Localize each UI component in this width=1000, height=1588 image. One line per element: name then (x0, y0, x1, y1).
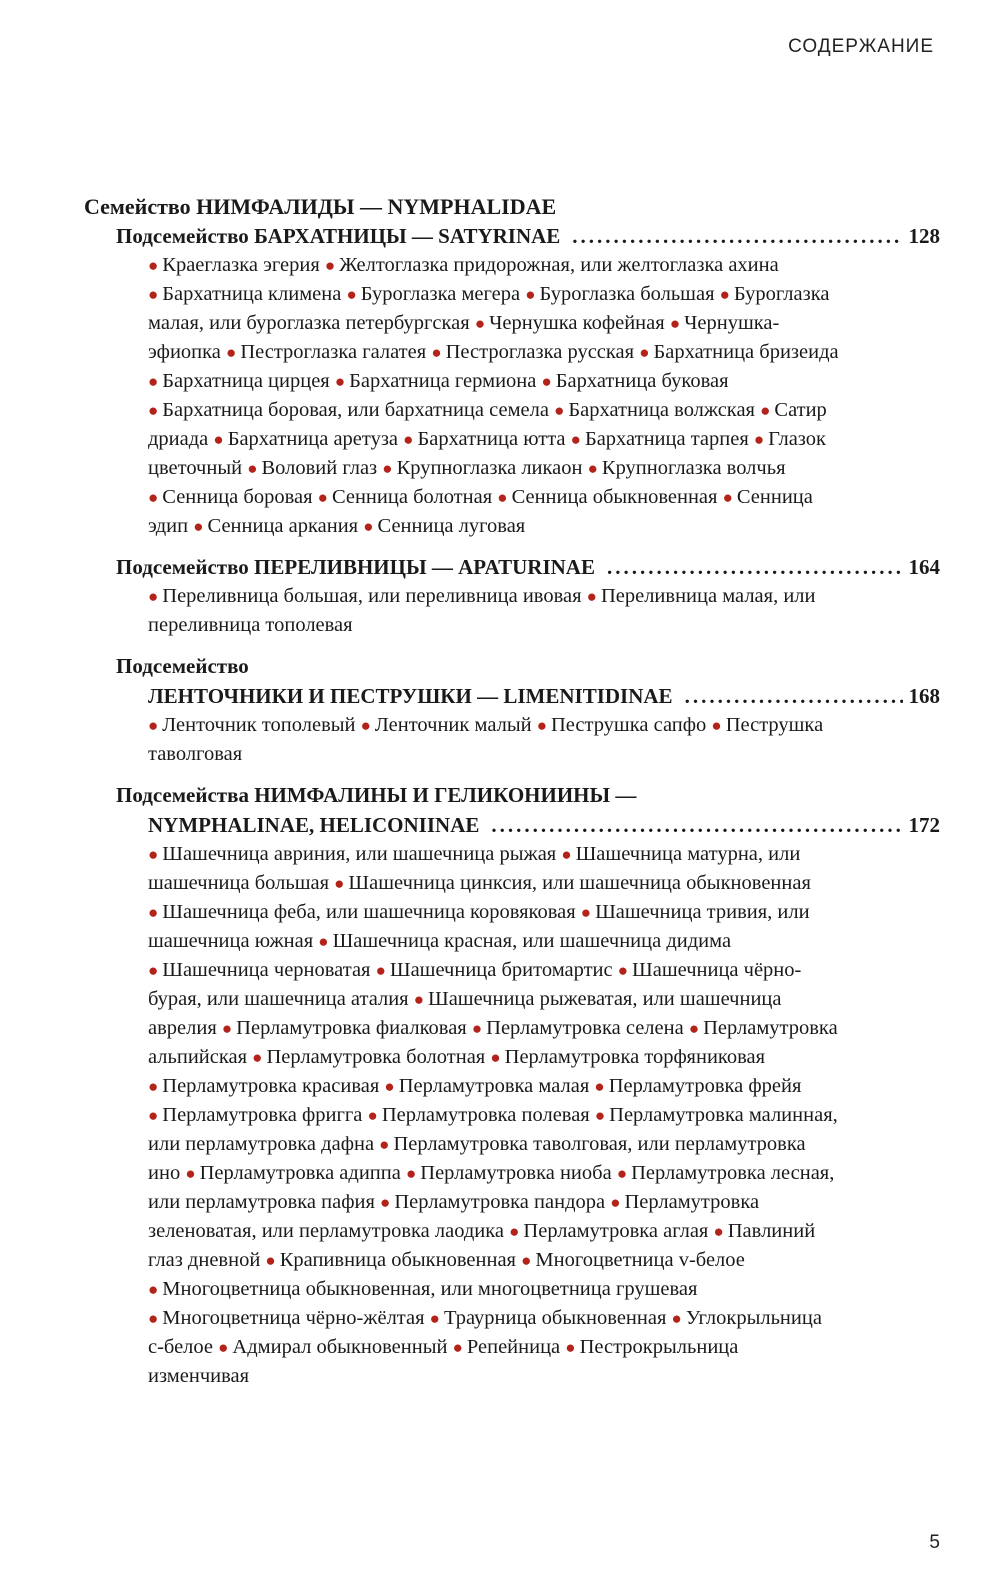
species-name: Перламутровка лесная, или перламутровка пафия (148, 1162, 835, 1213)
species-name: Шашечница феба, или шашечница коровяковая (162, 901, 576, 923)
species-entry[interactable] (537, 714, 707, 736)
subfamily-title: Подсемейство ПЕРЕЛИВНИЦЫ — APATURINAE (116, 555, 595, 579)
species-entry[interactable] (335, 370, 536, 392)
species-name: Сенница болотная (331, 486, 493, 508)
species-entry[interactable] (368, 1104, 590, 1126)
species-name: Чернушка-эфиопка (148, 312, 780, 363)
species-entry[interactable] (148, 843, 556, 865)
bullet-icon: ● (367, 1106, 378, 1125)
species-entry[interactable] (148, 370, 330, 392)
subfamily-heading[interactable] (116, 221, 940, 251)
species-entry[interactable] (148, 959, 370, 981)
species-name: Переливница малая, или переливница тополевая (148, 585, 816, 636)
page-ref: 164 (908, 555, 940, 579)
species-entry[interactable] (148, 1307, 425, 1329)
bullet-icon: ● (565, 1338, 576, 1357)
bullet-icon: ● (587, 459, 598, 478)
species-name: Крупноглазка ликаон (396, 457, 583, 479)
bullet-icon: ● (561, 845, 572, 864)
species-entry[interactable] (346, 283, 520, 305)
species-entry[interactable] (541, 370, 728, 392)
table-of-contents (84, 192, 940, 1402)
species-name: Сенница эдип (148, 486, 813, 537)
species-name: Перламутровка ниоба (420, 1162, 612, 1184)
species-name: Бархатница цирцея (162, 370, 330, 392)
bullet-icon: ● (380, 1193, 391, 1212)
subfamily-heading[interactable] (116, 552, 940, 582)
bullet-icon: ● (490, 1048, 501, 1067)
species-name: Пестроглазка русская (445, 341, 635, 363)
species-name: Бархатница буковая (555, 370, 729, 392)
species-entry[interactable] (185, 1162, 401, 1184)
bullet-icon: ● (213, 430, 224, 449)
bullet-icon: ● (247, 459, 258, 478)
bullet-icon: ● (148, 587, 159, 606)
species-name: Пеструшка таволговая (148, 714, 824, 765)
bullet-icon: ● (594, 1106, 606, 1125)
dot-leader (491, 810, 902, 840)
species-name: Перламутровка фрейя (608, 1075, 802, 1097)
species-name: Шашечница авриния, или шашечница рыжая (162, 843, 557, 865)
species-name: Перламутровка фригга (162, 1104, 363, 1126)
species-entry[interactable] (148, 585, 582, 607)
bullet-icon: ● (671, 1309, 682, 1328)
species-name: Перламутровка малая (398, 1075, 590, 1097)
bullet-icon: ● (509, 1222, 520, 1241)
bullet-icon: ● (379, 1135, 390, 1154)
species-entry[interactable] (363, 515, 525, 537)
species-entry[interactable] (265, 1249, 516, 1271)
species-name: Чернушка кофейная (489, 312, 665, 334)
species-list (116, 840, 940, 1391)
bullet-icon: ● (363, 517, 374, 536)
bullet-icon: ● (719, 285, 730, 304)
species-entry[interactable] (318, 486, 493, 508)
bullet-icon: ● (586, 587, 597, 606)
species-entry[interactable] (148, 714, 356, 736)
species-name: Адмирал обыкновенный (232, 1336, 448, 1358)
bullet-icon: ● (617, 961, 629, 980)
species-entry[interactable] (521, 1249, 745, 1271)
species-name: Пестроглазка галатея (240, 341, 427, 363)
subfamily-title-prefix: Подсемейства НИМФАЛИНЫ И ГЕЛИКОНИИНЫ — (116, 783, 637, 807)
species-name: Крапивница обыкновенная (279, 1249, 516, 1271)
species-name: Бархатница аретуза (227, 428, 399, 450)
bullet-icon: ● (521, 1251, 532, 1270)
bullet-icon: ● (193, 517, 204, 536)
species-name: Сенница луговая (377, 515, 526, 537)
page-ref: 128 (908, 224, 940, 248)
bullet-icon: ● (452, 1338, 463, 1357)
species-entry[interactable] (380, 1191, 605, 1213)
bullet-icon: ● (221, 1019, 233, 1038)
species-entry[interactable] (252, 1046, 485, 1068)
species-list (116, 711, 940, 769)
species-name: Бархатница тарпея (584, 428, 749, 450)
species-name: Павлиний глаз дневной (148, 1220, 816, 1271)
bullet-icon: ● (405, 1164, 417, 1183)
bullet-icon: ● (413, 990, 425, 1009)
species-entry[interactable] (148, 283, 341, 305)
species-name: Бархатница гермиона (349, 370, 537, 392)
species-name: Сенница боровая (162, 486, 313, 508)
page-number: 5 (929, 1532, 940, 1553)
bullet-icon: ● (360, 716, 371, 735)
bullet-icon: ● (252, 1048, 263, 1067)
species-name: Многоцветница чёрно-жёлтая (162, 1307, 425, 1329)
species-entry[interactable] (554, 399, 755, 421)
species-name: Бархатница боровая, или бархатница семела (162, 399, 549, 421)
species-name: Ленточник малый (374, 714, 532, 736)
species-entry[interactable] (148, 1104, 362, 1126)
species-entry[interactable] (148, 1278, 697, 1300)
species-entry[interactable] (430, 1307, 667, 1329)
species-entry[interactable] (475, 312, 665, 334)
bullet-icon: ● (471, 1019, 483, 1038)
bullet-icon: ● (713, 1222, 724, 1241)
bullet-icon: ● (403, 430, 414, 449)
species-name: Крупноглазка волчья (601, 457, 786, 479)
subfamily-heading-line1 (116, 651, 940, 681)
species-name: Сенница аркания (207, 515, 359, 537)
species-name: Бархатница бризеида (653, 341, 839, 363)
species-name: Перламутровка зеленоватая, или перламутровка лаодика (148, 1191, 760, 1242)
subfamily-heading-line1 (116, 780, 940, 810)
species-name: Перламутровка полевая (381, 1104, 590, 1126)
species-entry[interactable] (325, 254, 779, 276)
bullet-icon: ● (753, 430, 765, 449)
dot-leader (607, 552, 903, 582)
species-entry[interactable] (639, 341, 838, 363)
bullet-icon: ● (148, 401, 159, 420)
species-name: Сенница обыкновенная (511, 486, 718, 508)
species-name: Шашечница красная, или шашечница дидима (332, 930, 732, 952)
species-entry[interactable] (509, 1220, 708, 1242)
species-name: Перламутровка таволговая, или перламутровка ино (148, 1133, 806, 1184)
species-name: Воловий глаз (261, 457, 378, 479)
species-name: Углокрыльница с-белое (148, 1307, 822, 1358)
bullet-icon: ● (375, 961, 386, 980)
species-name: Бархатница волжская (568, 399, 755, 421)
bullet-icon: ● (148, 716, 159, 735)
species-entry[interactable] (497, 486, 717, 508)
species-entry[interactable] (384, 1075, 589, 1097)
species-name: Шашечница рыжеватая, или шашечница аврелия (148, 988, 782, 1039)
bullet-icon: ● (580, 903, 592, 922)
bullet-icon: ● (610, 1193, 621, 1212)
dot-leader (572, 221, 902, 251)
species-entry[interactable] (588, 457, 786, 479)
species-name: Ленточник тополевый (162, 714, 356, 736)
species-name: Перламутровка селена (486, 1017, 684, 1039)
species-entry[interactable] (453, 1336, 561, 1358)
species-entry[interactable] (361, 714, 532, 736)
species-name: Перламутровка фиалковая (236, 1017, 467, 1039)
bullet-icon: ● (669, 314, 681, 333)
species-name: Краеглазка эгерия (162, 254, 320, 276)
species-name: Перламутровка малинная, или перламутровка дафна (148, 1104, 838, 1155)
bullet-icon: ● (760, 401, 771, 420)
species-entry[interactable] (148, 254, 320, 276)
species-name: Шашечница цинксия, или шашечница обыкновенная (348, 872, 811, 894)
species-name: Перламутровка болотная (266, 1046, 486, 1068)
species-name: Желтоглазка придорожная, или желтоглазка ахина (339, 254, 779, 276)
species-entry[interactable] (382, 457, 582, 479)
subfamily-nymphalinae-heliconiinae (116, 780, 940, 1391)
species-name: Бархатница климена (162, 283, 342, 305)
species-entry[interactable] (594, 1075, 801, 1097)
bullet-icon: ● (334, 372, 346, 391)
species-entry[interactable] (472, 1017, 684, 1039)
running-head: СОДЕРЖАНИЕ (788, 36, 934, 57)
species-entry[interactable] (218, 1336, 447, 1358)
species-entry[interactable] (247, 457, 377, 479)
species-entry[interactable] (148, 399, 549, 421)
species-list (116, 582, 940, 640)
species-entry[interactable] (490, 1046, 765, 1068)
bullet-icon: ● (525, 285, 536, 304)
species-entry[interactable] (226, 341, 426, 363)
bullet-icon: ● (148, 285, 159, 304)
bullet-icon: ● (148, 488, 159, 507)
bullet-icon: ● (148, 1309, 159, 1328)
species-entry[interactable] (525, 283, 714, 305)
subfamily-satyrinae (116, 221, 940, 541)
species-name: Многоцветница обыкновенная, или многоцветница грушевая (162, 1278, 698, 1300)
species-entry[interactable] (148, 486, 313, 508)
species-name: Шашечница бритомартис (389, 959, 613, 981)
species-name: Перламутровка торфяниковая (504, 1046, 766, 1068)
species-name: Сатир дриада (148, 399, 827, 450)
bullet-icon: ● (616, 1164, 628, 1183)
species-entry[interactable] (222, 1017, 467, 1039)
species-name: Перламутровка альпийская (148, 1017, 838, 1068)
bullet-icon: ● (218, 1338, 229, 1357)
bullet-icon: ● (382, 459, 393, 478)
bullet-icon: ● (711, 716, 722, 735)
species-name: Шашечница чёрно-бурая, или шашечница аталия (148, 959, 802, 1010)
bullet-icon: ● (185, 1164, 196, 1183)
species-entry[interactable] (406, 1162, 612, 1184)
species-name: Перламутровка адиппа (199, 1162, 401, 1184)
bullet-icon: ● (148, 1280, 159, 1299)
subfamily-heading[interactable] (116, 810, 940, 840)
species-name: Траурница обыкновенная (443, 1307, 667, 1329)
bullet-icon: ● (594, 1077, 605, 1096)
subfamily-heading[interactable] (116, 681, 940, 711)
bullet-icon: ● (148, 1106, 159, 1125)
species-entry[interactable] (193, 515, 358, 537)
bullet-icon: ● (265, 1251, 276, 1270)
species-list (116, 251, 940, 541)
species-name: Шашечница тривия, или шашечница южная (148, 901, 810, 952)
species-name: Многоцветница v-белое (535, 1249, 745, 1271)
species-entry[interactable] (148, 1075, 379, 1097)
bullet-icon: ● (497, 488, 508, 507)
bullet-icon: ● (148, 256, 159, 275)
subfamily-title-prefix: Подсемейство (116, 654, 249, 678)
species-entry[interactable] (431, 341, 634, 363)
bullet-icon: ● (334, 874, 345, 893)
species-name: Шашечница черноватая (162, 959, 371, 981)
species-entry[interactable] (376, 959, 613, 981)
bullet-icon: ● (148, 845, 159, 864)
species-name: Пеструшка сапфо (550, 714, 707, 736)
bullet-icon: ● (148, 1077, 159, 1096)
page-ref: 168 (908, 684, 940, 708)
bullet-icon: ● (429, 1309, 440, 1328)
bullet-icon: ● (688, 1019, 700, 1038)
species-entry[interactable] (403, 428, 565, 450)
species-name: Буроглазка малая, или буроглазка петербургская (148, 283, 830, 334)
bullet-icon: ● (474, 314, 486, 333)
bullet-icon: ● (554, 401, 565, 420)
bullet-icon: ● (318, 932, 329, 951)
bullet-icon: ● (148, 903, 159, 922)
bullet-icon: ● (722, 488, 733, 507)
species-name: Бархатница ютта (417, 428, 566, 450)
species-name: Перламутровка пандора (394, 1191, 606, 1213)
species-name: Перламутровка красивая (162, 1075, 380, 1097)
bullet-icon: ● (541, 372, 552, 391)
species-name: Глазок цветочный (148, 428, 826, 479)
subfamily-title: ЛЕНТОЧНИКИ И ПЕСТРУШКИ — LIMENITIDINAE (148, 684, 673, 708)
species-entry[interactable] (334, 872, 811, 894)
bullet-icon: ● (226, 343, 237, 362)
bullet-icon: ● (324, 256, 336, 275)
dot-leader (685, 681, 903, 711)
species-name: Буроглазка большая (539, 283, 715, 305)
bullet-icon: ● (536, 716, 547, 735)
species-name: Перламутровка аглая (523, 1220, 709, 1242)
species-name: Буроглазка мегера (360, 283, 521, 305)
bullet-icon: ● (639, 343, 650, 362)
species-name: Репейница (466, 1336, 561, 1358)
species-entry[interactable] (318, 930, 731, 952)
bullet-icon: ● (346, 285, 357, 304)
species-name: Пестрокрыльница изменчивая (148, 1336, 739, 1387)
family-title: Семейство НИМФАЛИДЫ — NYMPHALIDAE (84, 194, 557, 219)
species-entry[interactable] (148, 901, 576, 923)
bullet-icon: ● (148, 961, 159, 980)
bullet-icon: ● (148, 372, 159, 391)
bullet-icon: ● (431, 343, 442, 362)
subfamily-title: Подсемейство БАРХАТНИЦЫ — SATYRINAE (116, 224, 561, 248)
species-entry[interactable] (213, 428, 398, 450)
subfamily-apaturinae (116, 552, 940, 640)
bullet-icon: ● (570, 430, 581, 449)
species-name: Шашечница матурна, или шашечница большая (148, 843, 801, 894)
species-entry[interactable] (571, 428, 749, 450)
subfamily-title: NYMPHALINAE, HELICONIINAE (148, 813, 480, 837)
bullet-icon: ● (384, 1077, 395, 1096)
bullet-icon: ● (317, 488, 328, 507)
subfamily-limenitidinae (116, 651, 940, 769)
page-ref: 172 (908, 813, 940, 837)
species-name: Переливница большая, или переливница ивовая (162, 585, 582, 607)
